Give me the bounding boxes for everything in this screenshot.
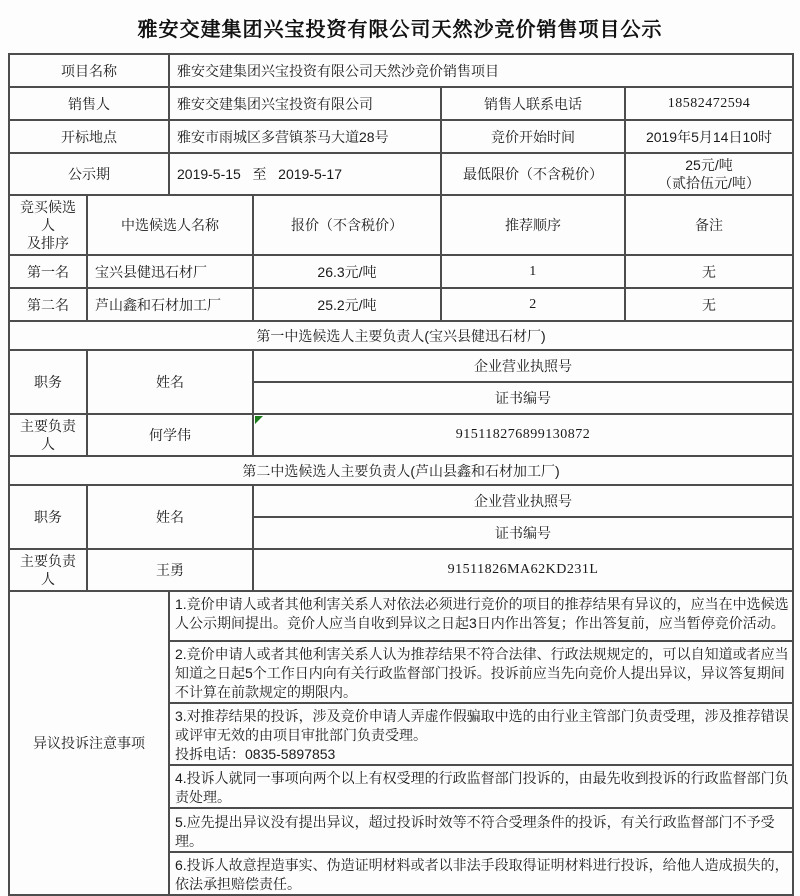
notice-item-6-text: 6.投诉人故意捏造事实、伪造证明材料或者以非法手段取得证明材料进行投诉，给他人造成损失的，依法承担赔偿责任。 — [175, 857, 789, 892]
notice-item-6 — [170, 851, 792, 894]
section2-cert-label: 证书编号 — [253, 517, 793, 549]
section2-data-row — [9, 549, 793, 591]
candidate-rank: 第二名 — [9, 288, 87, 321]
start-time-value: 2019年5月14日10时 — [625, 120, 793, 153]
row-publicity-period — [9, 153, 793, 195]
section1-license-number: 915118276899130872 — [455, 427, 591, 442]
notice-item-3-phone: 投拆电话：0835-5897853 — [175, 746, 336, 762]
section1-position-label: 职务 — [9, 350, 87, 414]
section2-license-label: 企业营业执照号 — [253, 485, 793, 517]
section1-name-value: 何学伟 — [87, 414, 253, 456]
section1-title-row — [9, 321, 793, 350]
candidate-row-2 — [9, 288, 793, 321]
section2-position-label: 职务 — [9, 485, 87, 549]
min-price-value — [625, 153, 793, 195]
seller-label: 销售人 — [9, 87, 169, 120]
seller-phone-label: 销售人联系电话 — [441, 87, 625, 120]
notice-item-3-text: 3.对推荐结果的投诉，涉及竞价申请人弄虚作假骗取中选的由行业主管部门负责受理，涉及推荐错误或评审无效的由项目审批部门负责受理。 — [175, 708, 789, 743]
candidate-rank: 第一名 — [9, 255, 87, 288]
row-project-name — [9, 54, 793, 87]
section2-name-label: 姓名 — [87, 485, 253, 549]
announcement-table — [8, 53, 794, 896]
section1-cert-label: 证书编号 — [253, 382, 793, 414]
section2-license-value: 91511826MA62KD231L — [253, 549, 793, 591]
notice-item-1 — [170, 592, 792, 640]
candidate-row-1 — [9, 255, 793, 288]
bid-location-value: 雅安市雨城区多营镇茶马大道28号 — [169, 120, 441, 153]
candidates-price-header: 报价（不含税价） — [253, 195, 441, 255]
row-candidates-header — [9, 195, 793, 255]
candidate-name: 芦山鑫和石材加工厂 — [87, 288, 253, 321]
candidate-price: 25.2元/吨 — [253, 288, 441, 321]
notice-item-5-text: 5.应先提出异议没有提出异议，超过投诉时效等不符合受理条件的投诉，有关行政监督部门不予受理。 — [175, 814, 775, 849]
candidates-rank-header — [9, 195, 87, 255]
green-corner-marker-icon — [255, 416, 263, 424]
min-price-line1: 25元/吨 — [685, 157, 733, 173]
candidates-rank-header-line2: 及排序 — [27, 235, 69, 251]
candidate-order: 1 — [441, 255, 625, 288]
section1-position-value: 主要负责人 — [9, 414, 87, 456]
publicity-period-label: 公示期 — [9, 153, 169, 195]
candidate-order: 2 — [441, 288, 625, 321]
notice-item-3 — [170, 702, 792, 764]
notice-content — [169, 591, 793, 895]
notice-item-1-text: 1.竞价申请人或者其他利害关系人对依法必须进行竞价的项目的推荐结果有异议的，应当在中选候选人公示期间提出。竞价人应当自收到异议之日起3日内作出答复；作出答复前，应当暂停竞价活动。 — [175, 596, 789, 631]
start-time-label: 竞价开始时间 — [441, 120, 625, 153]
section2-title-row — [9, 456, 793, 485]
min-price-line2: （贰拾伍元/吨） — [658, 175, 760, 191]
candidates-order-header: 推荐顺序 — [441, 195, 625, 255]
candidate-name: 宝兴县健迅石材厂 — [87, 255, 253, 288]
seller-phone-value: 18582472594 — [625, 87, 793, 120]
section2-name-value: 王勇 — [87, 549, 253, 591]
notice-label: 异议投诉注意事项 — [9, 591, 169, 895]
candidate-remark: 无 — [625, 288, 793, 321]
section2-header-row1 — [9, 485, 793, 517]
min-price-label: 最低限价（不含税价） — [441, 153, 625, 195]
notice-item-5 — [170, 807, 792, 851]
candidate-price: 26.3元/吨 — [253, 255, 441, 288]
section1-title: 第一中选候选人主要负责人(宝兴县健迅石材厂) — [9, 321, 793, 350]
page-title: 雅安交建集团兴宝投资有限公司天然沙竞价销售项目公示 — [137, 19, 663, 41]
section1-license-value — [253, 414, 793, 456]
notice-item-4-text: 4.投诉人就同一事项向两个以上有权受理的行政监督部门投诉的，由最先收到投诉的行政监督部门负责处理。 — [175, 770, 789, 805]
row-bid-location — [9, 120, 793, 153]
row-seller — [9, 87, 793, 120]
project-name-value: 雅安交建集团兴宝投资有限公司天然沙竞价销售项目 — [169, 54, 793, 87]
section1-license-label: 企业营业执照号 — [253, 350, 793, 382]
notice-item-2-text: 2.竞价申请人或者其他利害关系人认为推荐结果不符合法律、行政法规规定的，可以自知道或者应当知道之日起5个工作日内向有关行政监督部门投诉。投诉前应当先向竞价人提出异议，异议答复期间不计算在前款规定的期限内。 — [175, 646, 789, 700]
candidates-name-header: 中选候选人名称 — [87, 195, 253, 255]
publicity-period-value: 2019-5-15 至 2019-5-17 — [169, 153, 441, 195]
section2-title: 第二中选候选人主要负责人(芦山县鑫和石材加工厂) — [9, 456, 793, 485]
seller-value: 雅安交建集团兴宝投资有限公司 — [169, 87, 441, 120]
section1-header-row1 — [9, 350, 793, 382]
notice-item-2 — [170, 640, 792, 702]
candidates-rank-header-line1: 竞买候选人 — [20, 199, 76, 233]
notice-row — [9, 591, 793, 895]
candidates-remark-header: 备注 — [625, 195, 793, 255]
section2-position-value: 主要负责人 — [9, 549, 87, 591]
notice-item-4 — [170, 764, 792, 807]
section1-name-label: 姓名 — [87, 350, 253, 414]
section1-data-row — [9, 414, 793, 456]
bid-location-label: 开标地点 — [9, 120, 169, 153]
project-name-label: 项目名称 — [9, 54, 169, 87]
candidate-remark: 无 — [625, 255, 793, 288]
